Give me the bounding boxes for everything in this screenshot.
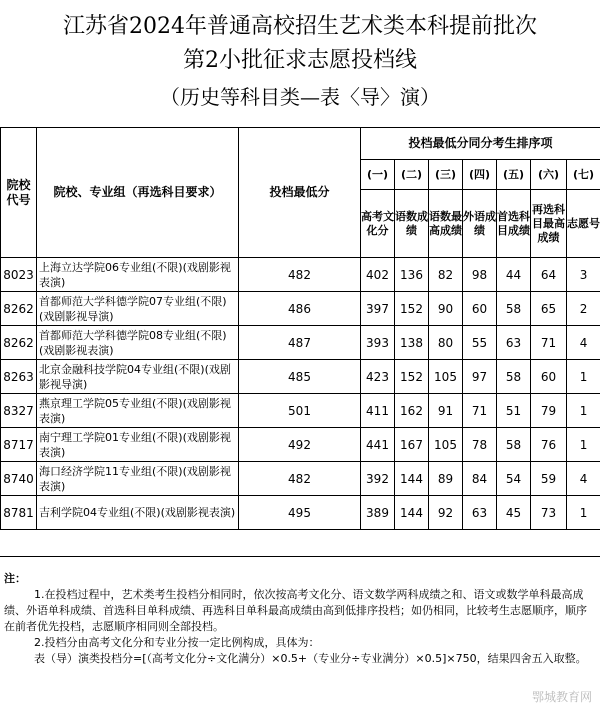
school-code-cell: 8263 — [1, 360, 37, 394]
rank-value-cell: 84 — [463, 462, 497, 496]
rank-value-cell: 63 — [497, 326, 531, 360]
rank-value-cell: 82 — [429, 258, 463, 292]
rank-value-cell: 441 — [361, 428, 395, 462]
rank-value-cell: 105 — [429, 360, 463, 394]
school-group-cell: 燕京理工学院05专业组(不限)(戏剧影视表演) — [37, 394, 239, 428]
note-2: 2.投档分由高考文化分和专业分按一定比例构成，具体为： — [34, 636, 320, 649]
header-col-label: 志愿号 — [567, 190, 600, 258]
rank-value-cell: 92 — [429, 496, 463, 530]
rank-value-cell: 44 — [497, 258, 531, 292]
table-body — [1, 258, 600, 530]
rank-value-cell: 59 — [531, 462, 567, 496]
school-group-cell: 上海立达学院06专业组(不限)(戏剧影视表演) — [37, 258, 239, 292]
min-score-cell: 495 — [239, 496, 361, 530]
school-code-cell: 8781 — [1, 496, 37, 530]
rank-value-cell: 45 — [497, 496, 531, 530]
rank-value-cell: 3 — [567, 258, 600, 292]
table-row — [1, 360, 600, 394]
header-col-label: 首选科目成绩 — [497, 190, 531, 258]
rank-value-cell: 90 — [429, 292, 463, 326]
note-1: 1.在投档过程中，艺术类考生投档分相同时，依次按高考文化分、语文数学两科成绩之和、语文或数学单科最高成绩、外语单科成绩、首选科目单科成绩、再选科目单科最高成绩由高到低排序投档；如仍相同，比较考生志愿顺序，顺序在前者优先投档，志愿顺序相同则全部投档。 — [4, 588, 587, 633]
table-row — [1, 428, 600, 462]
school-group-cell: 北京金融科技学院04专业组(不限)(戏剧影视导演) — [37, 360, 239, 394]
rank-value-cell: 152 — [395, 360, 429, 394]
rank-value-cell: 397 — [361, 292, 395, 326]
table-row — [1, 292, 600, 326]
school-code-cell: 8717 — [1, 428, 37, 462]
note-3: 表（导）演类投档分=[（高考文化分÷文化满分）×0.5+（专业分÷专业满分）×0.5]×750，结果四舍五入取整。 — [34, 652, 587, 665]
rank-value-cell: 65 — [531, 292, 567, 326]
school-group-cell: 南宁理工学院01专业组(不限)(戏剧影视表演) — [37, 428, 239, 462]
header-col-number: (六) — [531, 160, 567, 190]
school-code-cell: 8740 — [1, 462, 37, 496]
rank-value-cell: 389 — [361, 496, 395, 530]
rank-value-cell: 63 — [463, 496, 497, 530]
rank-value-cell: 51 — [497, 394, 531, 428]
rank-value-cell: 144 — [395, 462, 429, 496]
page-title-line-3: （历史等科目类—表〈导〉演） — [160, 85, 440, 109]
rank-value-cell: 98 — [463, 258, 497, 292]
header-col-number: (四) — [463, 160, 497, 190]
header-min-score: 投档最低分 — [239, 128, 361, 258]
table-row — [1, 462, 600, 496]
notes-section — [0, 556, 600, 709]
school-group-cell: 吉利学院04专业组(不限)(戏剧影视表演) — [37, 496, 239, 530]
rank-value-cell: 105 — [429, 428, 463, 462]
admission-score-table — [0, 127, 600, 530]
watermark-text: 鄂城教育网 — [531, 690, 592, 704]
rank-value-cell: 411 — [361, 394, 395, 428]
min-score-cell: 492 — [239, 428, 361, 462]
rank-value-cell: 2 — [567, 292, 600, 326]
rank-value-cell: 54 — [497, 462, 531, 496]
rank-value-cell: 60 — [531, 360, 567, 394]
rank-value-cell: 58 — [497, 360, 531, 394]
page-title-line-1: 江苏省2024年普通高校招生艺术类本科提前批次 — [63, 14, 537, 39]
table-row — [1, 326, 600, 360]
rank-value-cell: 55 — [463, 326, 497, 360]
rank-value-cell: 162 — [395, 394, 429, 428]
header-col-label: 再选科目最高成绩 — [531, 190, 567, 258]
header-col-label: 外语成绩 — [463, 190, 497, 258]
rank-value-cell: 1 — [567, 394, 600, 428]
school-group-cell: 海口经济学院11专业组(不限)(戏剧影视表演) — [37, 462, 239, 496]
rank-value-cell: 1 — [567, 428, 600, 462]
rank-value-cell: 80 — [429, 326, 463, 360]
rank-value-cell: 1 — [567, 360, 600, 394]
rank-value-cell: 392 — [361, 462, 395, 496]
school-code-cell: 8262 — [1, 326, 37, 360]
min-score-cell: 486 — [239, 292, 361, 326]
school-group-cell: 首都师范大学科德学院08专业组(不限)(戏剧影视表演) — [37, 326, 239, 360]
rank-value-cell: 423 — [361, 360, 395, 394]
header-col-number: (七) — [567, 160, 600, 190]
school-code-cell: 8023 — [1, 258, 37, 292]
min-score-cell: 487 — [239, 326, 361, 360]
header-school: 院校、专业组（再选科目要求） — [37, 128, 239, 258]
school-group-cell: 首都师范大学科德学院07专业组(不限)(戏剧影视导演) — [37, 292, 239, 326]
school-code-cell: 8327 — [1, 394, 37, 428]
table-row — [1, 394, 600, 428]
rank-value-cell: 58 — [497, 428, 531, 462]
header-code: 院校代号 — [1, 128, 37, 258]
rank-value-cell: 136 — [395, 258, 429, 292]
rank-value-cell: 97 — [463, 360, 497, 394]
header-col-number: (三) — [429, 160, 463, 190]
rank-value-cell: 79 — [531, 394, 567, 428]
rank-value-cell: 91 — [429, 394, 463, 428]
header-col-label: 语数最高成绩 — [429, 190, 463, 258]
header-col-number: (五) — [497, 160, 531, 190]
table-row — [1, 496, 600, 530]
header-rank-group: 投档最低分同分考生排序项 — [361, 128, 600, 160]
table-row — [1, 258, 600, 292]
rank-value-cell: 393 — [361, 326, 395, 360]
notes-heading: 注： — [4, 572, 26, 585]
rank-value-cell: 73 — [531, 496, 567, 530]
min-score-cell: 485 — [239, 360, 361, 394]
rank-value-cell: 138 — [395, 326, 429, 360]
page-title-line-2: 第2小批征求志愿投档线 — [183, 48, 417, 73]
rank-value-cell: 402 — [361, 258, 395, 292]
header-col-number: (二) — [395, 160, 429, 190]
rank-value-cell: 144 — [395, 496, 429, 530]
rank-value-cell: 64 — [531, 258, 567, 292]
header-col-number: (一) — [361, 160, 395, 190]
header-col-label: 语数成绩 — [395, 190, 429, 258]
rank-value-cell: 71 — [463, 394, 497, 428]
rank-value-cell: 60 — [463, 292, 497, 326]
min-score-cell: 482 — [239, 462, 361, 496]
rank-value-cell: 167 — [395, 428, 429, 462]
header-col-label: 高考文化分 — [361, 190, 395, 258]
rank-value-cell: 1 — [567, 496, 600, 530]
min-score-cell: 501 — [239, 394, 361, 428]
rank-value-cell: 78 — [463, 428, 497, 462]
rank-value-cell: 76 — [531, 428, 567, 462]
rank-value-cell: 58 — [497, 292, 531, 326]
rank-value-cell: 89 — [429, 462, 463, 496]
rank-value-cell: 4 — [567, 462, 600, 496]
min-score-cell: 482 — [239, 258, 361, 292]
rank-value-cell: 4 — [567, 326, 600, 360]
rank-value-cell: 71 — [531, 326, 567, 360]
school-code-cell: 8262 — [1, 292, 37, 326]
rank-value-cell: 152 — [395, 292, 429, 326]
